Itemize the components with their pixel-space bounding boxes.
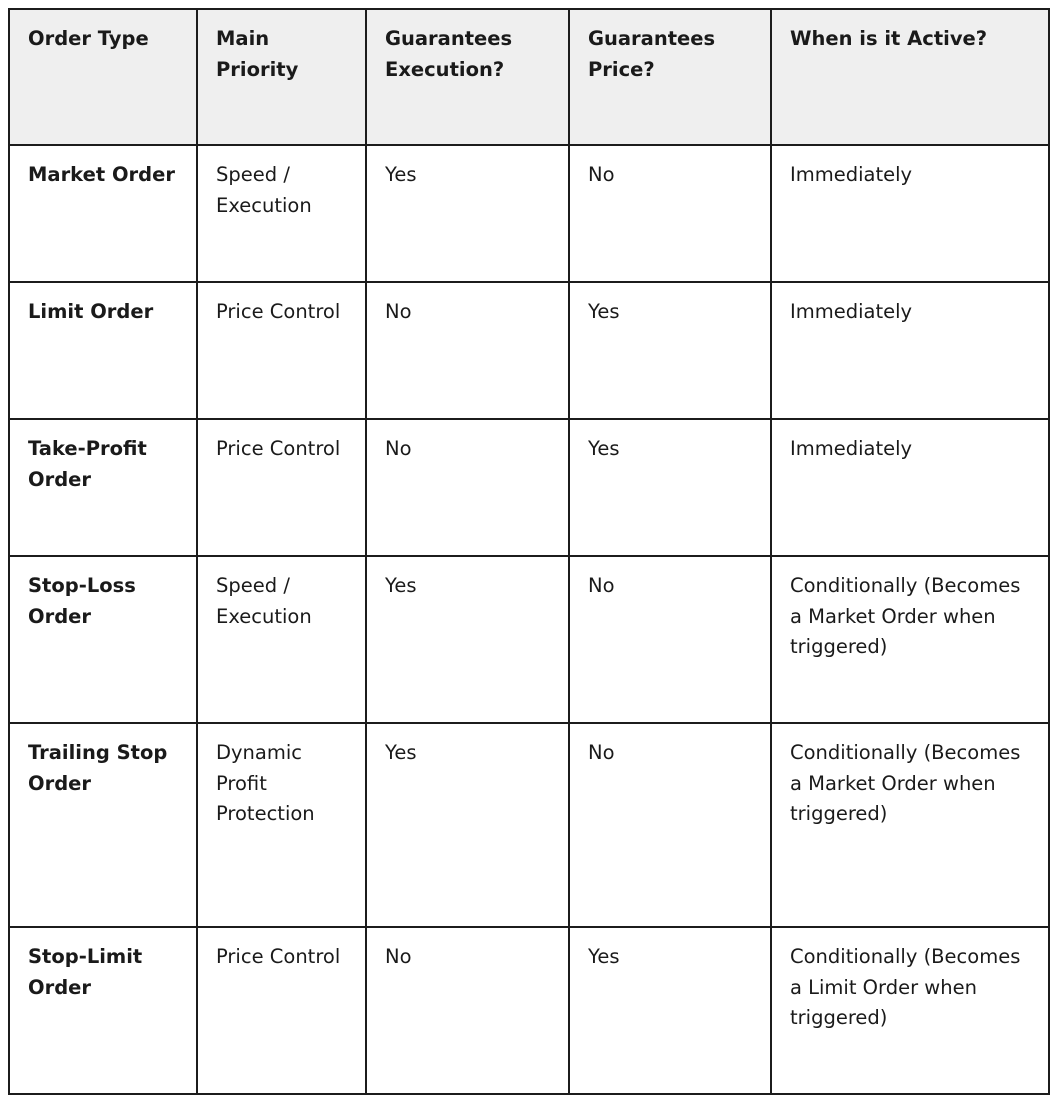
guarantees-execution-cell: No — [366, 419, 569, 556]
when-active-cell: Conditionally (Becomes a Market Order when triggered) — [771, 556, 1049, 723]
table-row — [9, 556, 1049, 723]
guarantees-price-cell: Yes — [569, 282, 771, 419]
when-active-cell: Conditionally (Becomes a Market Order when triggered) — [771, 723, 1049, 927]
when-active-cell: Immediately — [771, 282, 1049, 419]
header-guarantees-price: Guarantees Price? — [569, 9, 771, 145]
guarantees-price-cell: No — [569, 145, 771, 282]
table-header-row — [9, 9, 1049, 145]
guarantees-execution-cell: Yes — [366, 556, 569, 723]
header-guarantees-execution: Guarantees Execution? — [366, 9, 569, 145]
header-main-priority: Main Priority — [197, 9, 366, 145]
main-priority-cell: Speed / Execution — [197, 556, 366, 723]
order-type-cell: Market Order — [9, 145, 197, 282]
guarantees-execution-cell: Yes — [366, 723, 569, 927]
table-row — [9, 419, 1049, 556]
order-type-cell: Trailing Stop Order — [9, 723, 197, 927]
order-type-cell: Stop-Loss Order — [9, 556, 197, 723]
main-priority-cell: Price Control — [197, 282, 366, 419]
guarantees-price-cell: Yes — [569, 927, 771, 1094]
guarantees-price-cell: Yes — [569, 419, 771, 556]
guarantees-execution-cell: No — [366, 282, 569, 419]
guarantees-price-cell: No — [569, 556, 771, 723]
main-priority-cell: Price Control — [197, 927, 366, 1094]
header-when-active: When is it Active? — [771, 9, 1049, 145]
order-type-cell: Limit Order — [9, 282, 197, 419]
main-priority-cell: Dynamic Profit Protection — [197, 723, 366, 927]
main-priority-cell: Speed / Execution — [197, 145, 366, 282]
guarantees-price-cell: No — [569, 723, 771, 927]
main-priority-cell: Price Control — [197, 419, 366, 556]
when-active-cell: Immediately — [771, 145, 1049, 282]
guarantees-execution-cell: No — [366, 927, 569, 1094]
order-type-cell: Take-Profit Order — [9, 419, 197, 556]
table-row — [9, 723, 1049, 927]
table-row — [9, 145, 1049, 282]
guarantees-execution-cell: Yes — [366, 145, 569, 282]
header-order-type: Order Type — [9, 9, 197, 145]
table-row — [9, 927, 1049, 1094]
when-active-cell: Immediately — [771, 419, 1049, 556]
order-type-cell: Stop-Limit Order — [9, 927, 197, 1094]
when-active-cell: Conditionally (Becomes a Limit Order when triggered) — [771, 927, 1049, 1094]
table-row — [9, 282, 1049, 419]
order-types-table — [8, 8, 1050, 1095]
